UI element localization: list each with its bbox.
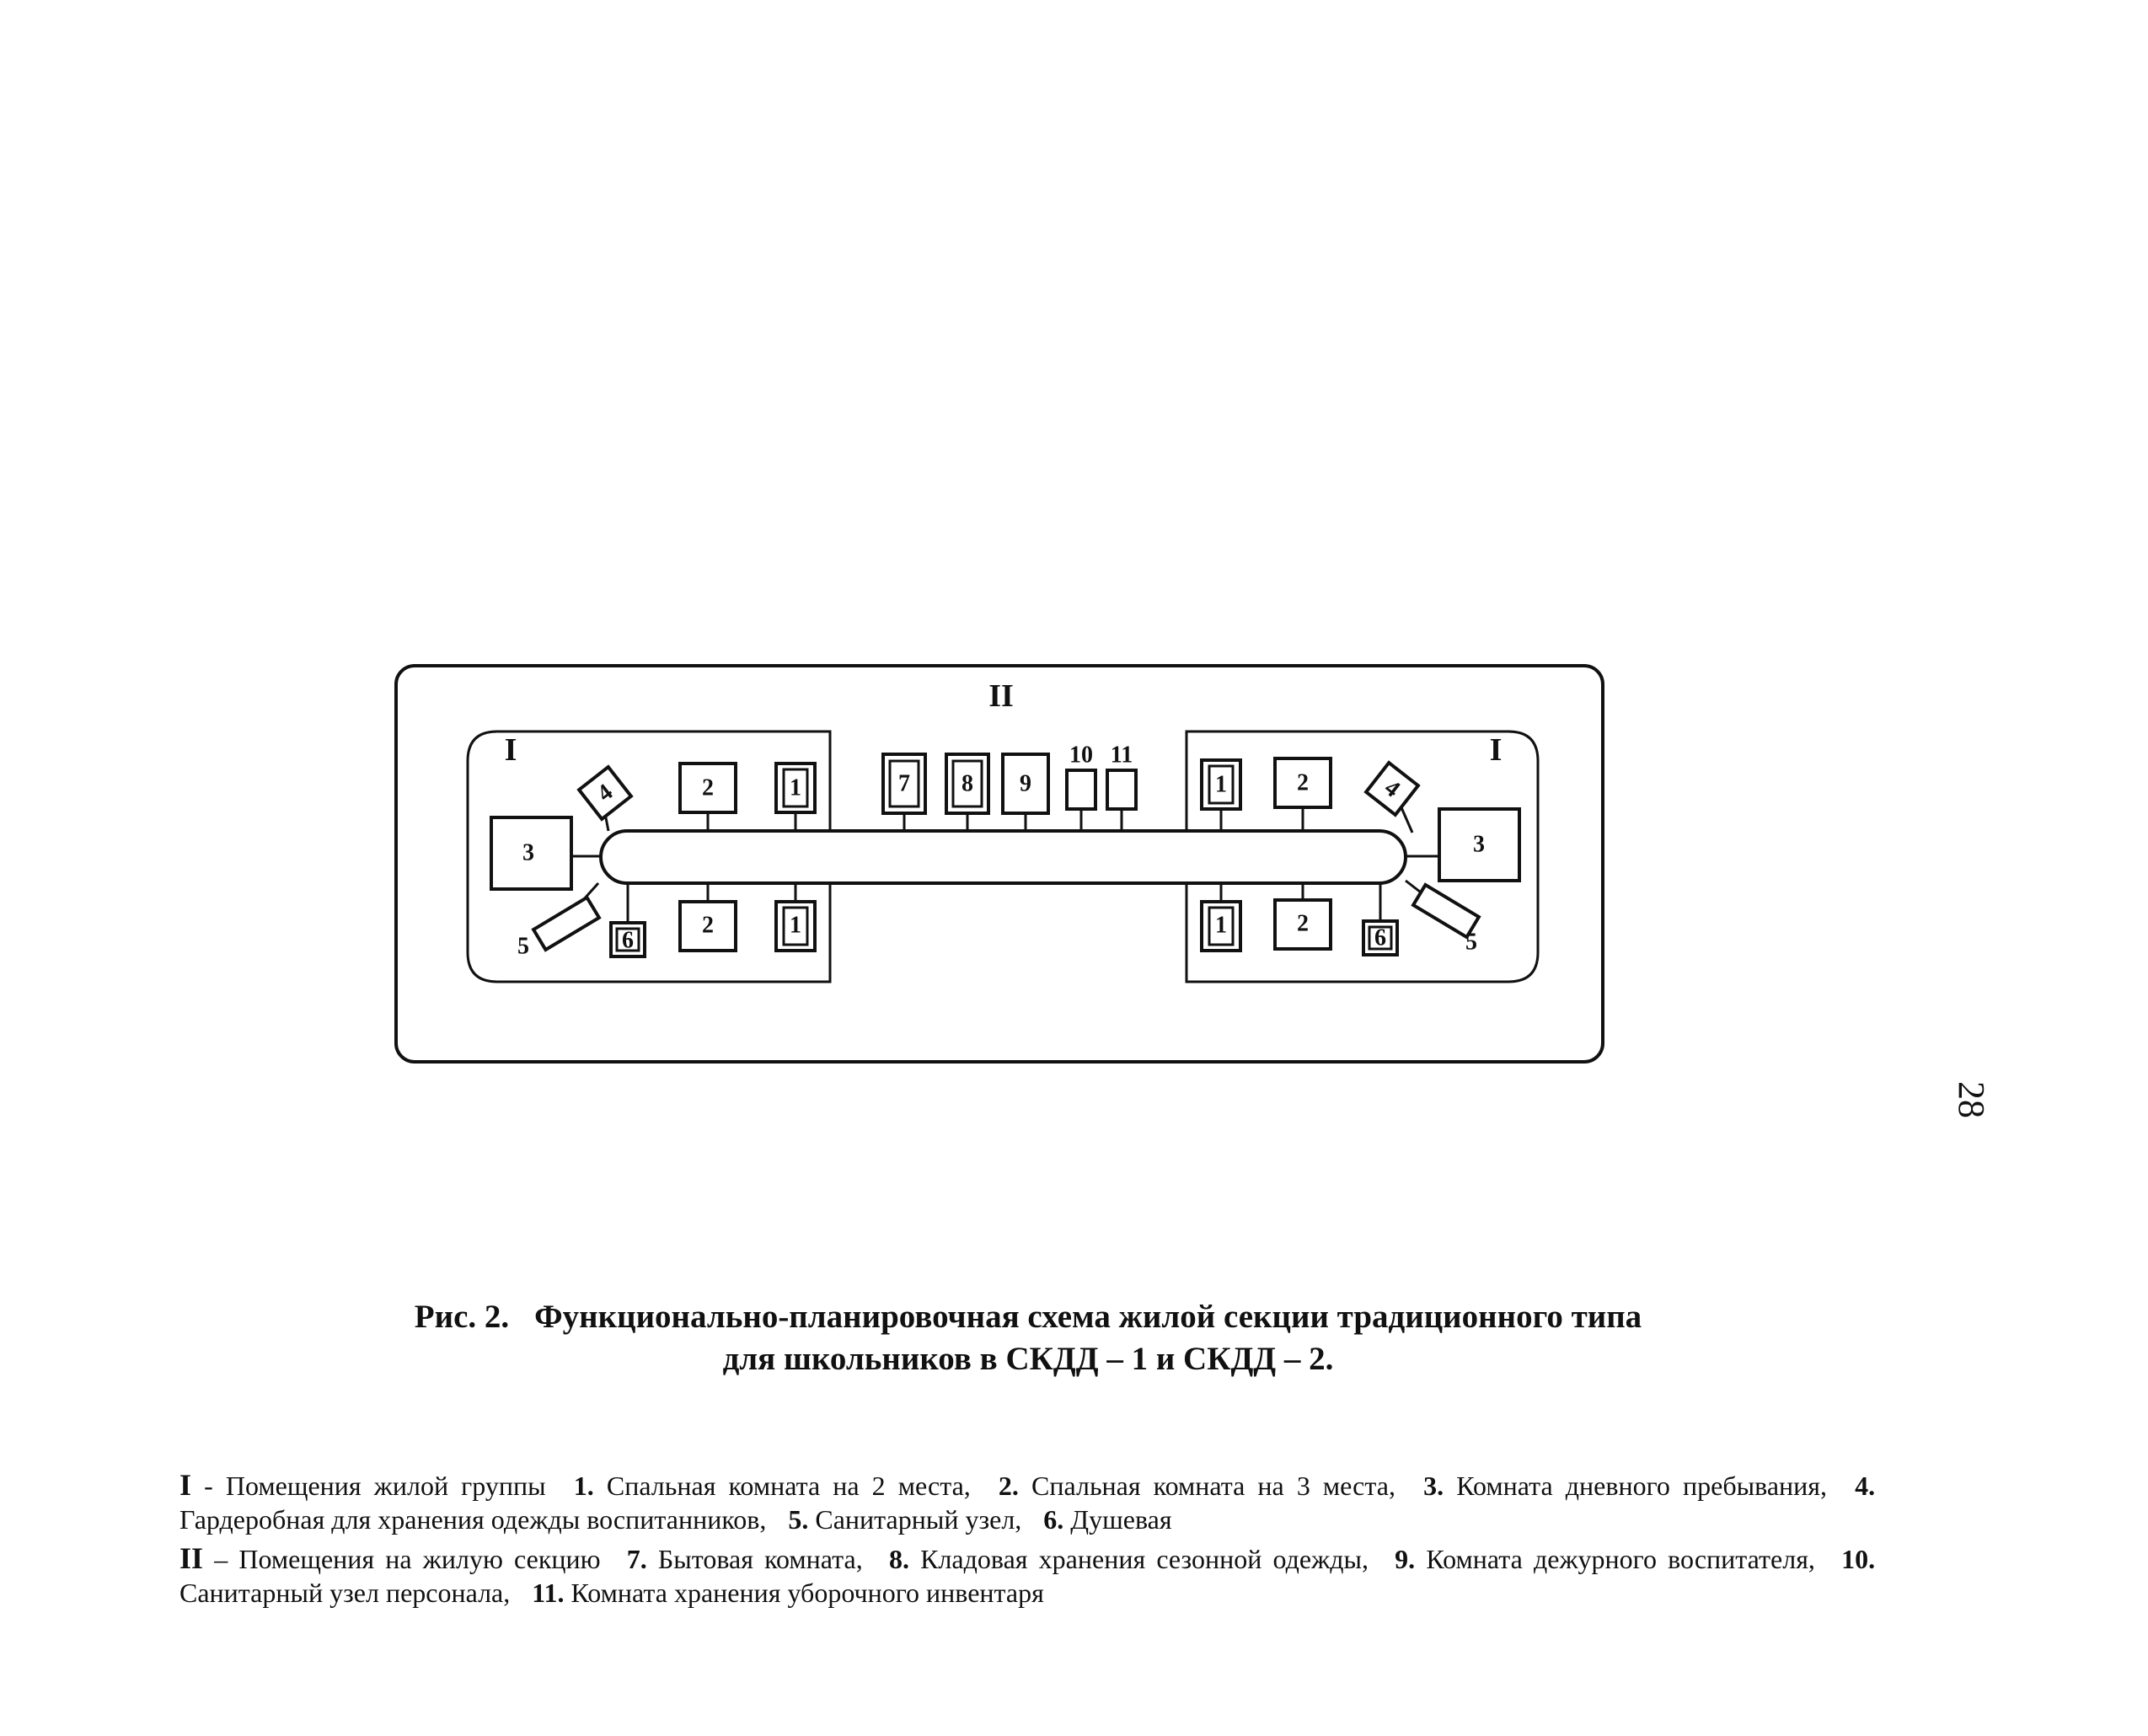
legend-item-num: 3. — [1423, 1471, 1444, 1501]
group-label-left: I — [504, 732, 517, 768]
caption-title: Функционально-планировочная схема жилой секции традиционного типа — [534, 1299, 1642, 1335]
legend-item-num: 6. — [1043, 1504, 1064, 1535]
room-2-left-bottom — [680, 902, 736, 951]
legend-group-2-numeral: II — [179, 1541, 204, 1575]
legend-item-num: 9. — [1395, 1544, 1416, 1574]
legend-item-text: Спальная комната на 2 места, — [606, 1471, 971, 1501]
legend-group-2-title: – Помещения на жилую секцию — [214, 1544, 601, 1574]
svg-text:1: 1 — [790, 774, 801, 801]
legend-item-num: 1. — [573, 1471, 594, 1501]
svg-text:3: 3 — [1473, 831, 1485, 858]
room-1-left-top — [776, 764, 815, 812]
legend-group-1-title: - Помещения жилой группы — [204, 1471, 546, 1501]
svg-text:11: 11 — [1110, 742, 1133, 769]
svg-text:10: 10 — [1069, 742, 1093, 769]
room-3-left — [491, 817, 571, 889]
room-1-right-top — [1202, 760, 1240, 809]
figure-number: Рис. 2. — [414, 1299, 510, 1335]
legend-group-1 — [179, 1468, 1875, 1536]
legend-item-num: 5. — [788, 1504, 809, 1535]
room-6-right — [1363, 921, 1397, 955]
svg-text:1: 1 — [1215, 771, 1227, 798]
legend-item-num: 2. — [998, 1471, 1019, 1501]
corridor — [601, 831, 1406, 883]
svg-text:1: 1 — [790, 912, 801, 939]
legend-item-text: Спальная комната на 3 места, — [1031, 1471, 1395, 1501]
caption-line-1 — [253, 1296, 1803, 1338]
svg-text:2: 2 — [702, 912, 714, 939]
svg-text:1: 1 — [1215, 912, 1227, 939]
legend-group-1-numeral: I — [179, 1468, 192, 1502]
section-label: II — [988, 678, 1014, 714]
room-8 — [946, 754, 988, 813]
room-11 — [1107, 742, 1136, 810]
room-2-right-top — [1275, 758, 1331, 807]
svg-text:2: 2 — [702, 774, 714, 801]
svg-text:9: 9 — [1020, 770, 1031, 797]
group-label-right: I — [1489, 732, 1503, 768]
svg-text:6: 6 — [1374, 924, 1386, 951]
page-number: 28 — [1951, 1081, 1992, 1118]
legend-item-text: Гардеробная для хранения одежды воспитанников, — [179, 1504, 767, 1535]
room-10 — [1067, 742, 1095, 810]
legend — [179, 1468, 1875, 1615]
room-2-left-top — [680, 764, 736, 812]
legend-item-num: 7. — [626, 1544, 647, 1574]
room-1-left-bottom — [776, 902, 815, 951]
legend-item-text: Кладовая хранения сезонной одежды, — [920, 1544, 1369, 1574]
legend-item-num: 10. — [1841, 1544, 1876, 1574]
svg-text:8: 8 — [962, 770, 973, 797]
room-7 — [883, 754, 925, 813]
svg-text:4: 4 — [592, 779, 619, 807]
svg-text:4: 4 — [1379, 774, 1406, 803]
svg-text:3: 3 — [522, 839, 534, 866]
room-6-left — [611, 923, 645, 956]
svg-text:2: 2 — [1297, 769, 1309, 796]
room-5-left-label: 5 — [517, 933, 529, 960]
figure-caption — [253, 1296, 1803, 1380]
svg-text:6: 6 — [622, 927, 634, 954]
legend-item-num: 4. — [1855, 1471, 1876, 1501]
legend-item-num: 11. — [532, 1578, 565, 1608]
legend-item-num: 8. — [888, 1544, 909, 1574]
room-3-right — [1439, 809, 1519, 881]
legend-item-text: Бытовая комната, — [657, 1544, 863, 1574]
legend-item-text: Санитарный узел, — [815, 1504, 1022, 1535]
room-1-right-bottom — [1202, 902, 1240, 951]
caption-line-2: для школьников в СКДД – 1 и СКДД – 2. — [722, 1341, 1334, 1377]
room-9 — [1003, 754, 1048, 813]
legend-item-text: Комната хранения уборочного инвентаря — [570, 1578, 1044, 1608]
room-5-right-label: 5 — [1465, 929, 1477, 956]
svg-text:7: 7 — [898, 770, 910, 797]
legend-item-text: Комната дневного пребывания, — [1456, 1471, 1827, 1501]
legend-item-text: Санитарный узел персонала, — [179, 1578, 511, 1608]
legend-item-text: Душевая — [1070, 1504, 1172, 1535]
svg-text:2: 2 — [1297, 910, 1309, 937]
legend-item-text: Комната дежурного воспитателя, — [1426, 1544, 1815, 1574]
legend-group-2 — [179, 1541, 1875, 1610]
room-2-right-bottom — [1275, 900, 1331, 949]
